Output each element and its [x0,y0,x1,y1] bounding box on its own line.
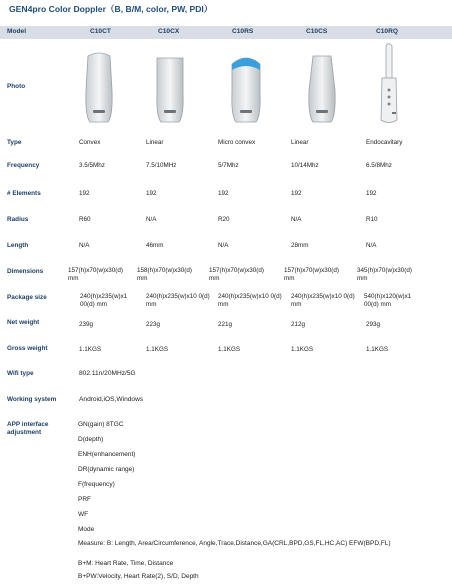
package-c10cx: 240(h)x235(w)x10 0(d) mm [146,293,210,309]
package-c10ct: 240(h)x235(w)x1 00(d) mm [80,293,128,309]
package-c10rq: 540(h)x120(w)x1 00(d) mm [364,293,412,309]
model-header-c10rs: C10RS [232,28,254,35]
app-item-gain: GN(gain) 8TGC [78,421,124,428]
net-weight-c10ct: 239g [79,321,94,328]
package-c10cs: 240(h)x235(w)x10 0(d) mm [291,293,355,309]
frequency-c10rq: 6.5/8Mhz [366,162,392,169]
frequency-c10rs: 5/7Mhz [218,162,239,169]
net-weight-c10rq: 293g [366,321,381,328]
row-label-frequency: Frequency [7,162,40,169]
app-item-wf: WF [78,511,89,518]
app-item-prf: PRF [78,496,91,503]
row-label-length: Length [7,242,29,249]
app-item-bm: B+M: Heart Rate, Time, Distance [78,560,174,567]
model-header-c10rq: C10RQ [376,28,398,35]
dimensions-c10ct: 157(h)x70(w)x30(d) mm [68,267,123,283]
elements-c10rq: 192 [366,190,377,197]
type-c10cx: Linear [146,139,164,146]
radius-c10ct: R60 [79,216,91,223]
app-item-frequency: F(frequency) [78,481,115,488]
row-label-gross-weight: Gross weight [7,345,48,352]
probe-photo-c10cx [153,52,187,126]
frequency-c10cx: 7.5/10MHz [146,162,177,169]
length-c10ct: N/A [79,242,90,249]
package-c10rs: 240(h)x235(w)x10 0(d) mm [218,293,282,309]
gross-weight-c10rs: 1.1KGS [218,346,241,353]
app-item-bpw: B+PW:Velocity, Heart Rate(2), S/D, Depth [78,573,199,580]
radius-c10cs: N/A [291,216,302,223]
app-item-dynamic-range: DR(dynamic range) [78,466,135,473]
gross-weight-c10ct: 1.1KGS [79,346,102,353]
net-weight-c10rs: 221g [218,321,233,328]
page-title: GEN4pro Color Doppler（B, B/M, color, PW, PDI） [9,4,213,14]
dimensions-c10rq: 345(h)x70(w)x30(d) mm [357,267,412,283]
row-label-package-size: Package size [7,294,47,301]
app-item-measure: Measure: B: Length, Area/Circumference, Angle,Trace,Distance,GA(CRL,BPD,GS,FL,HC,AC) EFW(BPD,FL) [78,540,391,547]
probe-photo-c10ct [82,50,116,126]
dimensions-c10rs: 157(h)x70(w)x30(d) mm [209,267,264,283]
row-label-dimensions: Dimensions [7,268,44,275]
elements-c10cx: 192 [146,190,157,197]
row-label-app-adjustment: adjustment [7,429,42,436]
gross-weight-c10cs: 1.1KGS [291,346,314,353]
row-label-type: Type [7,139,22,146]
elements-c10cs: 192 [291,190,302,197]
elements-c10rs: 192 [218,190,229,197]
model-header-c10cx: C10CX [158,28,180,35]
length-c10cx: 46mm [146,242,164,249]
probe-photo-c10cs [305,50,339,126]
row-label-radius: Radius [7,216,29,223]
app-item-depth: D(depth) [78,436,104,443]
app-item-enhancement: ENH(enhancement) [78,451,136,458]
elements-c10ct: 192 [79,190,90,197]
frequency-c10cs: 10/14Mhz [291,162,319,169]
dimensions-c10cx: 158(h)x70(w)x30(d) mm [137,267,192,283]
row-label-elements: # Elements [7,190,41,197]
probe-photo-c10rq [372,42,406,126]
radius-c10cx: N/A [146,216,157,223]
net-weight-c10cx: 223g [146,321,161,328]
app-item-mode: Mode [78,526,95,533]
radius-c10rs: R20 [218,216,230,223]
type-c10rq: Endocavitary [366,139,403,146]
model-header-label: Model [7,28,27,35]
length-c10rq: N/A [366,242,377,249]
row-label-wifi-type: Wifi type [7,370,34,377]
model-header-c10cs: C10CS [306,28,328,35]
length-c10cs: 28mm [291,242,309,249]
frequency-c10ct: 3.5/5Mhz [79,162,105,169]
gross-weight-c10cx: 1.1KGS [146,346,169,353]
type-c10rs: Micro convex [218,139,256,146]
row-label-net-weight: Net weight [7,319,40,326]
radius-c10rq: R10 [366,216,378,223]
model-header-c10ct: C10CT [90,28,111,35]
wifi-type-value: 802.11n/20MHz/5G [79,370,136,377]
row-label-app-interface: APP interface [7,421,49,428]
probe-photo-c10rs [227,50,265,126]
type-c10cs: Linear [291,139,309,146]
gross-weight-c10rq: 1.1KGS [366,346,389,353]
length-c10rs: N/A [218,242,229,249]
working-system-value: Android,iOS,Windows [79,396,144,403]
row-label-working-system: Working system [7,396,57,403]
type-c10ct: Convex [79,139,101,146]
table-header-row [0,26,452,39]
dimensions-c10cs: 157(h)x70(w)x30(d) mm [284,267,339,283]
row-label-photo: Photo [7,83,26,90]
net-weight-c10cs: 212g [291,321,306,328]
